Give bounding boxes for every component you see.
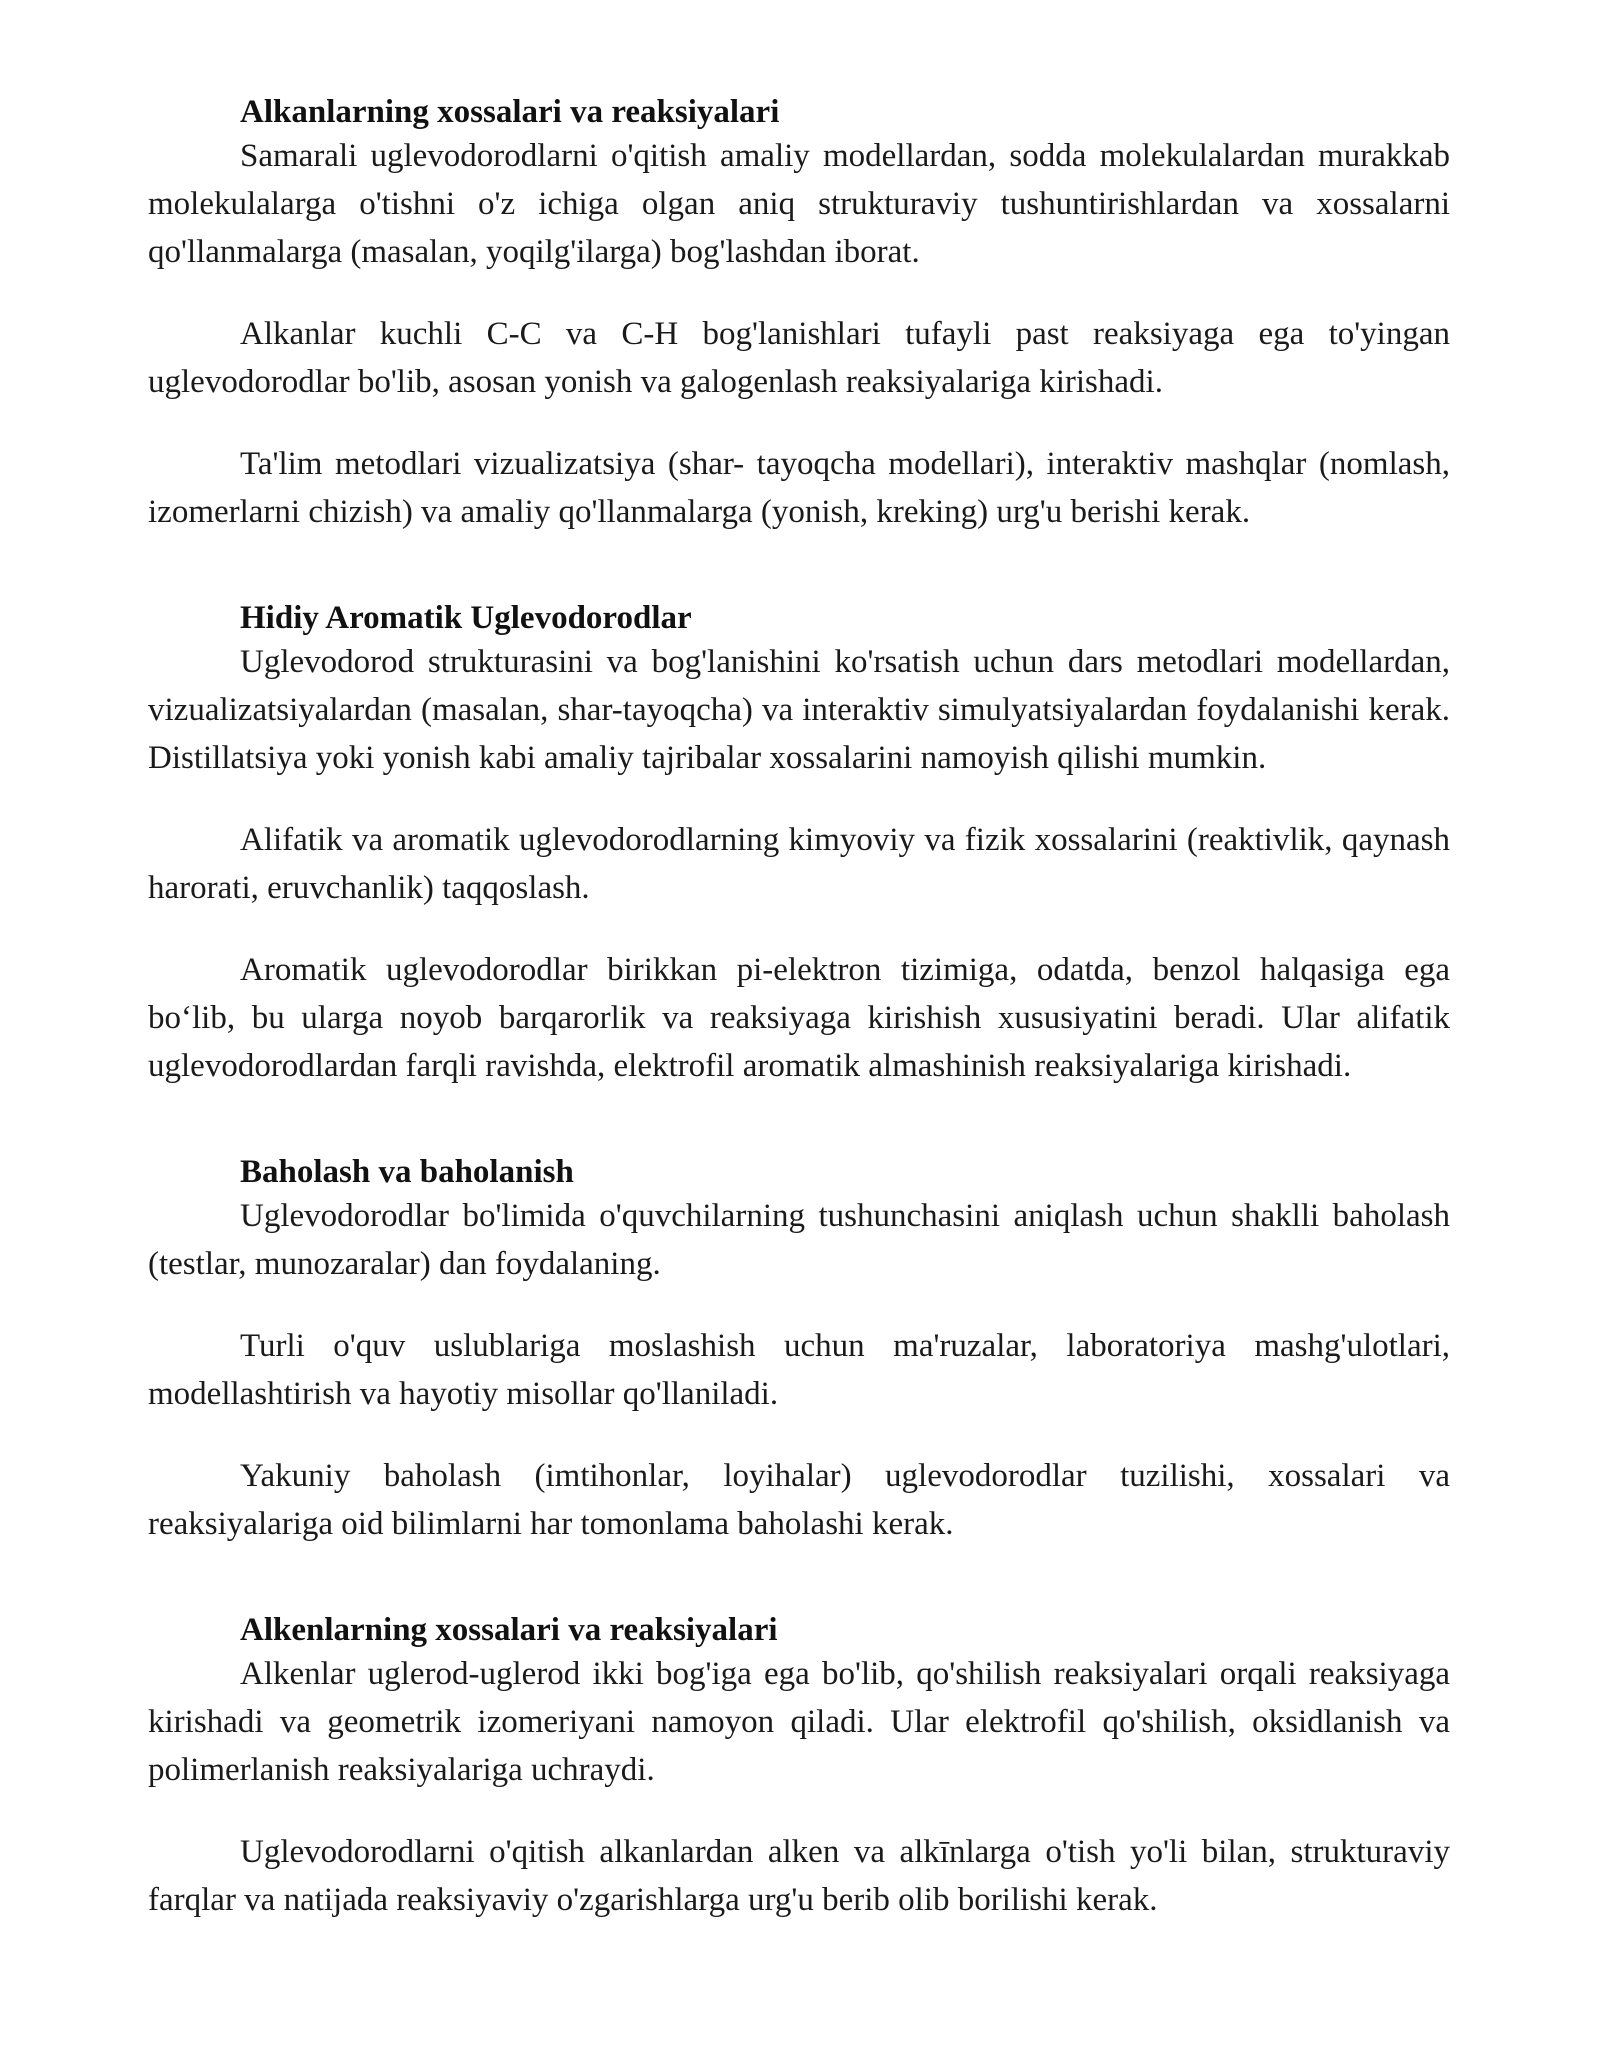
- section-assessment: [148, 1152, 1450, 1548]
- section-alkanes: [148, 92, 1450, 536]
- section-heading: Baholash va baholanish: [240, 1154, 574, 1190]
- paragraph: Uglevodorodlarni o'qitish alkanlardan alken va alkīnlarga o'tish yo'li bilan, strukturaviy farqlar va natijada reaksiyaviy o'zgarishlarga urg'u berib olib borilishi kerak.: [148, 1834, 1450, 1918]
- paragraph: Samarali uglevodorodlarni o'qitish amaliy modellardan, sodda molekulalardan murakkab molekulalarga o'tishni o'z ichiga olgan aniq strukturaviy tushuntirishlardan va xossalarni qo'llanmalarga (masalan, yoqilg'ilarga) bog'lashdan iborat.: [148, 138, 1450, 270]
- paragraph: Turli o'quv uslublariga moslashish uchun ma'ruzalar, laboratoriya mashg'ulotlari, modellashtirish va hayotiy misollar qo'llaniladi.: [148, 1328, 1450, 1412]
- paragraph: Uglevodorod strukturasini va bog'lanishini ko'rsatish uchun dars metodlari modellardan, vizualizatsiyalardan (masalan, shar-tayoqcha) va interaktiv simulyatsiyalardan foydalanishi kerak. Distillatsiya yoki yonish kabi amaliy tajribalar xossalarini namoyish qilishi mumkin.: [148, 644, 1450, 776]
- section-alkenes: [148, 1610, 1450, 1924]
- section-heading: Alkanlarning xossalari va reaksiyalari: [240, 94, 780, 130]
- section-heading: Alkenlarning xossalari va reaksiyalari: [240, 1612, 778, 1648]
- section-heading: Hidiy Aromatik Uglevodorodlar: [240, 600, 692, 636]
- section-aromatic-hydrocarbons: [148, 598, 1450, 1090]
- paragraph: Uglevodorodlar bo'limida o'quvchilarning tushunchasini aniqlash uchun shaklli baholash (testlar, munozaralar) dan foydalaning.: [148, 1198, 1450, 1282]
- paragraph: Alkenlar uglerod-uglerod ikki bog'iga ega bo'lib, qo'shilish reaksiyalari orqali reaksiyaga kirishadi va geometrik izomeriyani namoyon qiladi. Ular elektrofil qo'shilish, oksidlanish va polimerlanish reaksiyalariga uchraydi.: [148, 1656, 1450, 1788]
- paragraph: Ta'lim metodlari vizualizatsiya (shar- tayoqcha modellari), interaktiv mashqlar (nomlash, izomerlarni chizish) va amaliy qo'llanmalarga (yonish, kreking) urg'u berishi kerak.: [148, 446, 1450, 530]
- document-page: [148, 92, 1450, 1986]
- paragraph: Aromatik uglevodorodlar birikkan pi-elektron tizimiga, odatda, benzol halqasiga ega bo‘lib, bu ularga noyob barqarorlik va reaksiyaga kirishish xususiyatini beradi. Ular alifatik uglevodorodlardan farqli ravishda, elektrofil aromatik almashinish reaksiyalariga kirishadi.: [148, 952, 1450, 1084]
- paragraph: Alifatik va aromatik uglevodorodlarning kimyoviy va fizik xossalarini (reaktivlik, qaynash harorati, eruvchanlik) taqqoslash.: [148, 822, 1450, 906]
- paragraph: Yakuniy baholash (imtihonlar, loyihalar) uglevodorodlar tuzilishi, xossalari va reaksiyalariga oid bilimlarni har tomonlama baholashi kerak.: [148, 1458, 1450, 1542]
- paragraph: Alkanlar kuchli C-C va C-H bog'lanishlari tufayli past reaksiyaga ega to'yingan uglevodorodlar bo'lib, asosan yonish va galogenlash reaksiyalariga kirishadi.: [148, 316, 1450, 400]
